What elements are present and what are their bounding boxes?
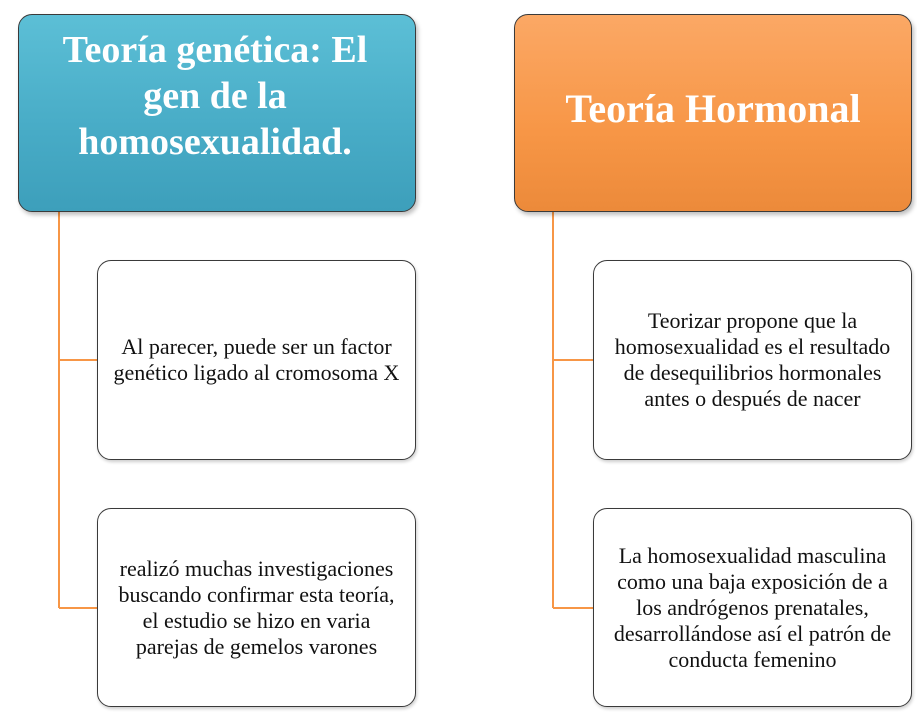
genetic-theory-header xyxy=(18,14,416,212)
hormonal-item-2-text: La homosexualidad masculina como una baja exposición de a los andrógenos prenatales, desarrollándose así el patrón de conducta femenino xyxy=(613,542,892,672)
genetic-item-1 xyxy=(97,260,416,460)
hormonal-item-1 xyxy=(593,260,912,460)
genetic-theory-title: Teoría genética: El gen de la homosexualidad. xyxy=(62,29,368,163)
genetic-item-2 xyxy=(97,508,416,707)
hormonal-theory-title: Teoría Hormonal xyxy=(565,86,861,131)
hormonal-item-2 xyxy=(593,508,912,707)
hormonal-item-1-text: Teorizar propone que la homosexualidad es el resultado de desequilibrios hormonales antes o después de nacer xyxy=(614,308,891,411)
genetic-item-2-text: realizó muchas investigaciones buscando confirmar esta teoría, el estudio se hizo en varia parejas de gemelos varones xyxy=(118,555,395,659)
hormonal-theory-header xyxy=(514,14,912,212)
genetic-item-1-text: Al parecer, puede ser un factor genético ligado al cromosoma X xyxy=(113,334,400,385)
